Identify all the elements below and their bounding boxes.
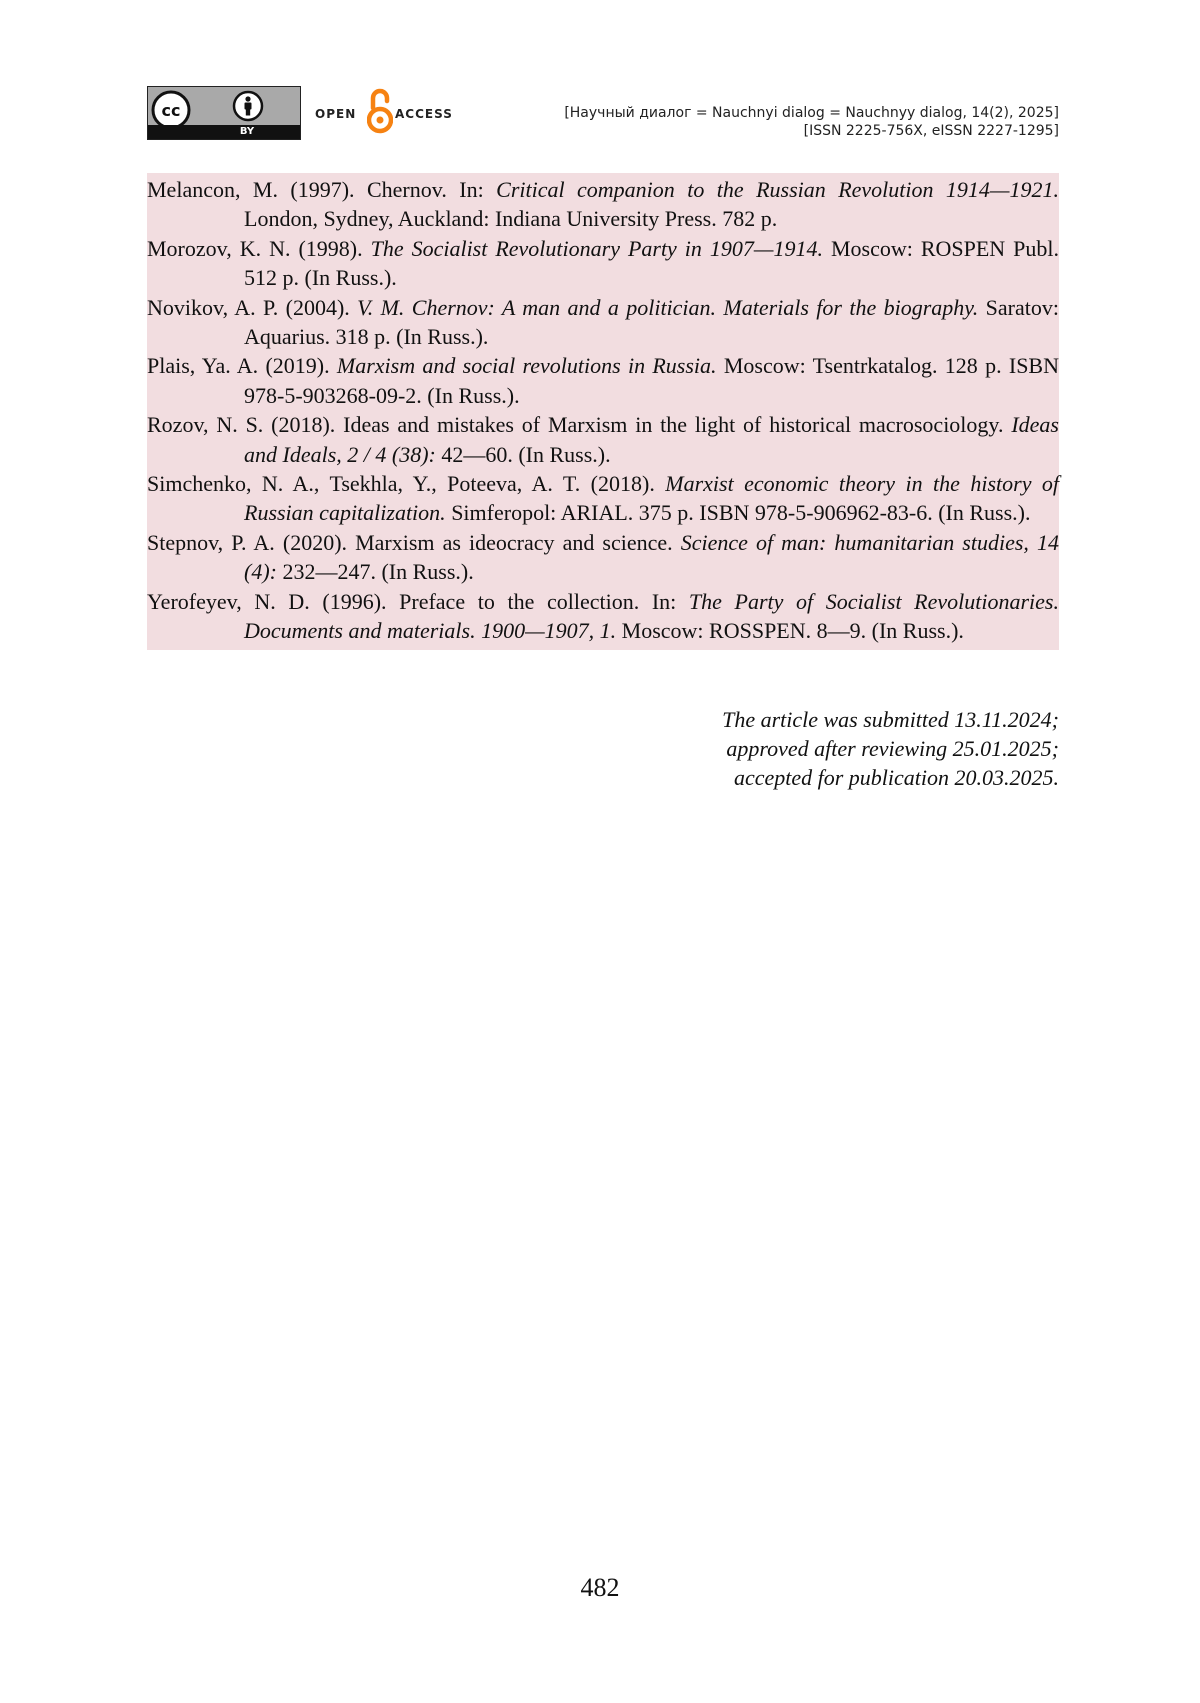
reference-text: Morozov, K. N. (1998). (147, 235, 371, 261)
lock-icon (367, 86, 393, 136)
reference-title: The Party of Socialist Revolutionaries. Documents and materials. 1900—1907, 1. (244, 588, 1059, 644)
reference-item (147, 528, 1059, 587)
journal-issn: [ISSN 2225-756X, eISSN 2227-1295] (803, 123, 1059, 139)
reference-title: The Socialist Revolutionary Party in 1907—1914. (370, 235, 823, 261)
reference-list (147, 173, 1059, 650)
reference-text-tail: 232—247. (In Russ.). (276, 559, 474, 585)
cc-icon (151, 90, 191, 130)
reference-text-tail: Moscow: ROSPEN Publ. 512 p. (In Russ.). (244, 235, 1060, 291)
reference-text-tail: Moscow: ROSSPEN. 8—9. (In Russ.). (616, 618, 964, 644)
reference-text-tail: Moscow: Tsentrkatalog. 128 p. ISBN 978-5-903268-09-2. (In Russ.). (244, 353, 1059, 408)
license-bar (148, 125, 300, 139)
reference-text: Novikov, A. P. (2004). (147, 294, 358, 320)
reference-text: Simchenko, N. A., Tsekhla, Y., Poteeva, A. T. (2018). (147, 471, 666, 497)
reference-title: Marxism and social revolutions in Russia. (336, 353, 717, 379)
reference-text: Yerofeyev, N. D. (1996). Preface to the collection. In: (147, 588, 689, 614)
reference-text-tail: 42—60. (In Russ.). (435, 441, 611, 467)
reference-item (147, 587, 1059, 646)
page-number: 482 (580, 1573, 620, 1602)
reference-text: Stepnov, P. A. (2020). Marxism as ideocracy and science. (147, 529, 681, 555)
reference-text-tail: Saratov: Aquarius. 318 p. (In Russ.). (244, 294, 1059, 350)
open-access-logo (315, 86, 465, 142)
page-header (147, 86, 1059, 142)
reference-text: Rozov, N. S. (2018). Ideas and mistakes of Marxism in the light of historical macrosociology. (147, 412, 1012, 438)
journal-title: [Научный диалог = Nauchnyi dialog = Nauchnyy dialog, 14(2), 2025] (564, 105, 1059, 121)
reference-title: V. M. Chernov: A man and a politician. Materials for the biography. (357, 294, 979, 320)
cc-by-license-badge[interactable] (147, 86, 301, 140)
reference-item (147, 469, 1059, 528)
reference-title: Science of man: humanitarian studies, 14 (4): (244, 529, 1059, 585)
license-label: BY (239, 126, 255, 137)
submitted-date: The article was submitted 13.11.2024; (722, 707, 1059, 732)
journal-citation (564, 104, 1059, 140)
open-access-open-text: OPEN (315, 107, 357, 121)
reference-text: Melancon, M. (1997). Chernov. In: (147, 177, 497, 202)
reference-item (147, 351, 1059, 410)
svg-text:cc: cc (161, 101, 181, 120)
reference-title: Critical companion to the Russian Revolution 1914—1921. (496, 177, 1059, 202)
open-access-access-text: ACCESS (395, 107, 453, 121)
reference-title: Marxist economic theory in the history of Russian capitalization. (244, 471, 1060, 526)
approved-date: approved after reviewing 25.01.2025; (726, 736, 1059, 761)
reference-item (147, 175, 1059, 234)
reference-text-tail: London, Sydney, Auckland: Indiana University Press. 782 p. (244, 206, 778, 232)
reference-item (147, 234, 1059, 293)
person-icon (232, 90, 264, 122)
reference-text: Plais, Ya. A. (2019). (147, 353, 337, 379)
reference-item (147, 293, 1059, 352)
accepted-date: accepted for publication 20.03.2025. (733, 765, 1059, 790)
reference-title: Ideas and Ideals, 2 / 4 (38): (244, 412, 1059, 467)
reference-item (147, 410, 1059, 469)
reference-text-tail: Simferopol: ARIAL. 375 p. ISBN 978-5-906962-83-6. (In Russ.). (445, 500, 1031, 526)
article-dates (722, 705, 1059, 792)
